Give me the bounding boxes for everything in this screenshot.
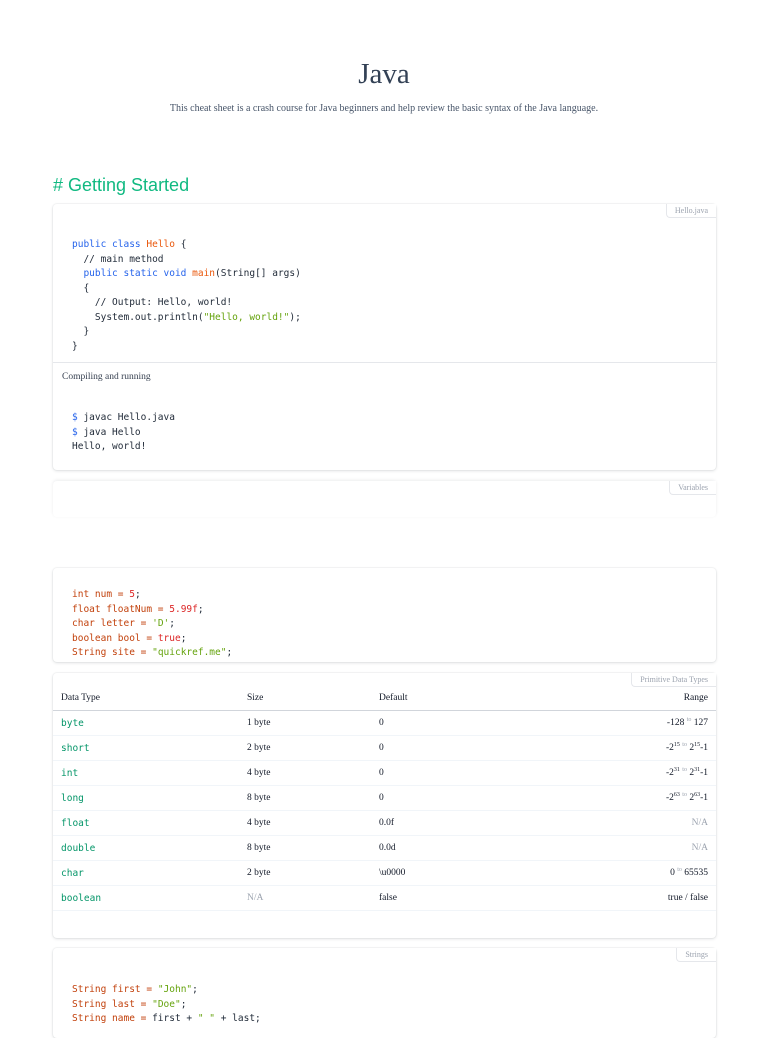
table-row <box>53 786 716 811</box>
primitive-types-table <box>53 686 716 911</box>
cell-default: 0.0d <box>371 836 521 861</box>
cell-type: byte <box>53 711 239 736</box>
cell-default: 0 <box>371 786 521 811</box>
header-data-type: Data Type <box>53 686 239 711</box>
cell-default: 0 <box>371 736 521 761</box>
cell-range: true / false <box>521 886 716 911</box>
variables-code: int num = 5; float floatNum = 5.99f; char letter = 'D'; boolean bool = true; String site = "quickref.me"; <box>72 589 233 658</box>
card-tag-primitive-types: Primitive Data Types <box>631 673 716 687</box>
cell-range: $-2^{31}$ $^{to}$ $2^{31}-1$ <box>521 761 716 786</box>
header-default: Default <box>371 686 521 711</box>
strings-code: String first = "John"; String last = "Doe"; String name = first + " " + last; <box>72 984 261 1024</box>
strings-card <box>53 948 716 1038</box>
cell-range: $-2^{63}$ $^{to}$ $2^{63}-1$ <box>521 786 716 811</box>
cell-size: 8 byte <box>239 786 371 811</box>
page-subtitle: This cheat sheet is a crash course for Java beginners and help review the basic syntax of the Java language. <box>169 103 599 114</box>
cell-range: -128 $^{to}$ 127 <box>521 711 716 736</box>
cell-default: \u0000 <box>371 861 521 886</box>
table-header-row <box>53 686 716 711</box>
cell-size: 4 byte <box>239 761 371 786</box>
header-size: Size <box>239 686 371 711</box>
cell-size: 1 byte <box>239 711 371 736</box>
cell-default: false <box>371 886 521 911</box>
cell-type: int <box>53 761 239 786</box>
card-tag-hello-java: Hello.java <box>666 204 716 218</box>
cell-type: double <box>53 836 239 861</box>
page-title: Java <box>358 58 410 90</box>
cell-size: 4 byte <box>239 811 371 836</box>
cell-default: 0 <box>371 761 521 786</box>
cell-size: 2 byte <box>239 736 371 761</box>
table-row <box>53 861 716 886</box>
cell-default: 0.0f <box>371 811 521 836</box>
table-row <box>53 886 716 911</box>
hello-java-code: public class Hello { // main method public static void main(String[] args) { // Output: Hello, world! System.out.println("Hello, world!"); } } <box>72 239 301 352</box>
cell-size: N/A <box>239 886 371 911</box>
cell-type: long <box>53 786 239 811</box>
variables-card <box>53 568 716 662</box>
compile-code: $ javac Hello.java $ java Hello Hello, world! <box>72 412 175 452</box>
primitive-types-card <box>53 673 716 938</box>
table-row <box>53 711 716 736</box>
cell-range: N/A <box>521 836 716 861</box>
cell-size: 8 byte <box>239 836 371 861</box>
cell-type: char <box>53 861 239 886</box>
cell-range: $-2^{15}$ $^{to}$ $2^{15}-1$ <box>521 736 716 761</box>
cell-range: 0 $^{to}$ 65535 <box>521 861 716 886</box>
compile-label: Compiling and running <box>62 372 151 382</box>
section-heading[interactable]: # Getting Started <box>53 175 190 195</box>
table-row <box>53 736 716 761</box>
cell-size: 2 byte <box>239 861 371 886</box>
card-tag-variables: Variables <box>669 481 716 495</box>
hello-java-card <box>53 204 716 470</box>
table-row <box>53 811 716 836</box>
cell-range: N/A <box>521 811 716 836</box>
header-range: Range <box>521 686 716 711</box>
cell-default: 0 <box>371 711 521 736</box>
table-row <box>53 761 716 786</box>
cell-type: boolean <box>53 886 239 911</box>
card-divider <box>53 362 716 363</box>
cell-type: float <box>53 811 239 836</box>
card-tag-strings: Strings <box>676 948 716 962</box>
variables-card-top <box>53 481 716 517</box>
cell-type: short <box>53 736 239 761</box>
table-row <box>53 836 716 861</box>
